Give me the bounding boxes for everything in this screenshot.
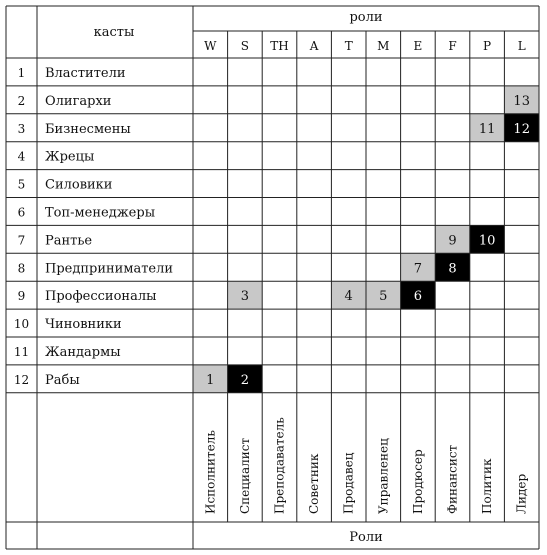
role-code: E <box>413 39 423 53</box>
role-name: Лидер <box>514 473 529 514</box>
role-code: P <box>483 39 492 53</box>
caste-number: 12 <box>13 372 30 387</box>
caste-number: 8 <box>17 261 26 276</box>
caste-name: Чиновники <box>45 317 122 333</box>
cell-number: 12 <box>513 121 530 137</box>
role-name: Специалист <box>237 437 252 514</box>
roles-header: роли <box>349 10 383 25</box>
caste-name: Силовики <box>45 177 113 193</box>
role-name: Советник <box>307 453 322 514</box>
caste-number: 2 <box>17 93 26 108</box>
caste-number: 1 <box>17 65 26 80</box>
caste-number: 9 <box>17 289 26 304</box>
cell-number: 11 <box>478 121 496 137</box>
castes-header: касты <box>93 25 135 40</box>
role-code: F <box>448 39 457 53</box>
role-code: S <box>240 39 250 53</box>
cell-number: 4 <box>344 289 353 305</box>
caste-name: Предприниматели <box>45 261 174 277</box>
caste-name: Жрецы <box>45 149 95 165</box>
cell-number: 10 <box>478 233 496 249</box>
cell-number: 8 <box>448 261 457 277</box>
caste-name: Топ-менеджеры <box>45 205 156 221</box>
role-code: A <box>309 39 319 53</box>
role-name: Исполнитель <box>203 430 218 514</box>
caste-name: Рабы <box>45 372 80 388</box>
role-code: T <box>344 39 353 53</box>
caste-name: Жандармы <box>45 344 121 360</box>
role-code: TH <box>270 39 289 53</box>
cell-number: 2 <box>240 372 250 388</box>
caste-name: Профессионалы <box>45 289 157 305</box>
caste-number: 7 <box>17 233 26 248</box>
caste-number: 4 <box>17 149 26 164</box>
role-name: Преподаватель <box>272 417 287 514</box>
role-name: Управленец <box>376 438 391 514</box>
footer-roles-label: Роли <box>349 530 383 545</box>
caste-number: 3 <box>17 121 26 136</box>
caste-number: 6 <box>17 205 26 220</box>
caste-name: Олигархи <box>45 93 112 109</box>
cell-number: 5 <box>379 289 388 305</box>
role-name: Продюсер <box>410 449 425 514</box>
role-code: L <box>517 39 526 53</box>
cell-number: 6 <box>413 289 423 305</box>
cell-number: 3 <box>240 289 250 305</box>
caste-name: Бизнесмены <box>45 121 131 137</box>
caste-number: 5 <box>17 177 26 192</box>
cell-number: 7 <box>413 261 423 277</box>
role-name: Финансист <box>445 444 460 514</box>
caste-number: 11 <box>13 344 30 359</box>
caste-name: Рантье <box>45 233 93 249</box>
role-name: Продавец <box>341 452 356 514</box>
caste-name: Властители <box>45 65 126 81</box>
cell-number: 13 <box>513 93 530 109</box>
cell-number: 1 <box>206 372 215 388</box>
role-name: Политик <box>480 458 495 514</box>
role-code: M <box>377 39 390 53</box>
role-code: W <box>204 39 217 53</box>
caste-number: 10 <box>13 317 30 332</box>
cell-number: 9 <box>448 233 457 249</box>
